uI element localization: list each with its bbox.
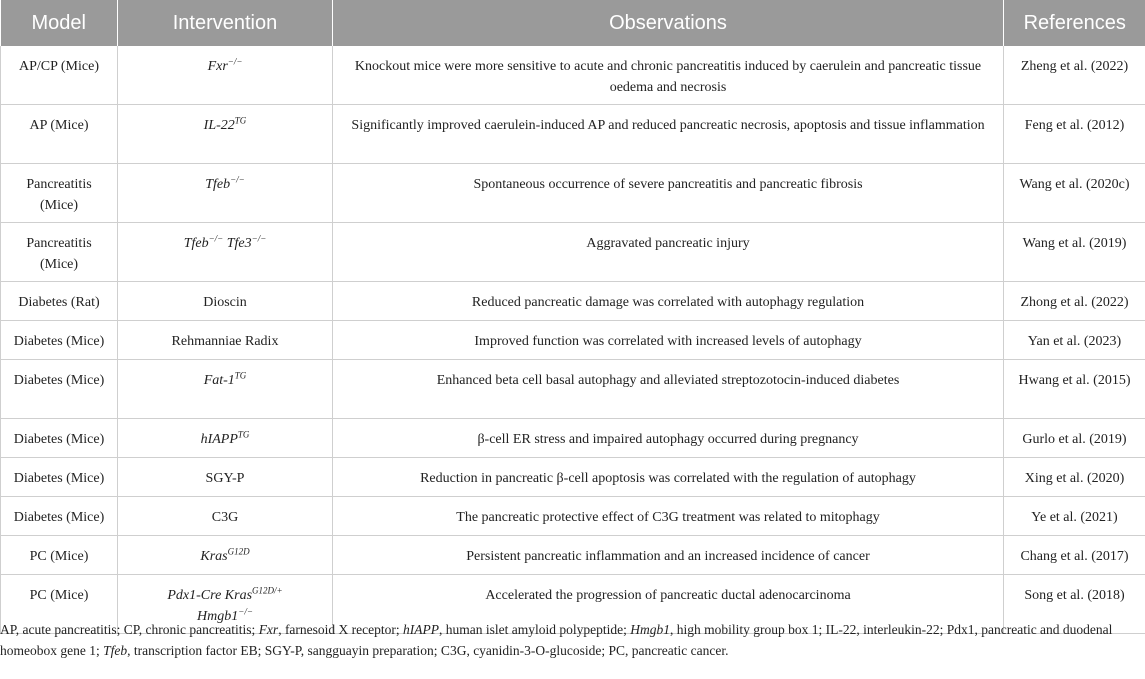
table-row [1,419,1145,458]
cell-model: Diabetes (Mice) [1,419,118,458]
cell-observations: Accelerated the progression of pancreatic ductal adenocarcinoma [333,575,1004,634]
footnote-segment: , transcription factor EB; SGY-P, sangguayin preparation; C3G, cyanidin-3-O-glucoside; PC, pancreatic cancer. [127,643,729,658]
intervention-text: Hmgb1 [197,609,239,624]
cell-intervention [118,419,333,458]
cell-observations: Improved function was correlated with increased levels of autophagy [333,321,1004,360]
table-row [1,282,1145,321]
header-observations: Observations [333,0,1004,46]
intervention-text: C3G [211,510,239,525]
intervention-superscript: −/− [238,606,253,617]
intervention-text: Tfeb [183,236,209,251]
table-footnote [0,619,1140,661]
table-header [1,0,1145,46]
cell-observations: Persistent pancreatic inflammation and an increased incidence of cancer [333,536,1004,575]
cell-model: PC (Mice) [1,536,118,575]
intervention-text: Tfeb [205,177,231,192]
footnote-segment: Hmgb1 [630,622,670,637]
intervention-superscript: −/− [208,233,224,244]
intervention-text: Tfe3 [223,236,252,251]
intervention-superscript: TG [234,370,247,381]
cell-intervention [118,164,333,223]
table-row [1,321,1145,360]
table-row [1,458,1145,497]
header-references: References [1004,0,1145,46]
cell-reference: Feng et al. (2012) [1004,105,1145,164]
cell-intervention [118,497,333,536]
intervention-superscript: G12D [227,546,250,557]
table-row [1,105,1145,164]
cell-reference: Hwang et al. (2015) [1004,360,1145,419]
header-intervention: Intervention [118,0,333,46]
cell-observations: Reduced pancreatic damage was correlated with autophagy regulation [333,282,1004,321]
table-row [1,223,1145,282]
cell-model: PC (Mice) [1,575,118,634]
intervention-text: Kras [200,549,228,564]
footnote-segment: , high mobility group box 1; IL-22, interleukin-22; Pdx1, pancreatic and duodenal homeobox gene 1; [0,622,1113,658]
intervention-superscript: TG [237,429,250,440]
cell-model: Diabetes (Mice) [1,360,118,419]
header-row [1,0,1145,46]
footnote-segment: , human islet amyloid polypeptide; [439,622,631,637]
cell-model: Diabetes (Mice) [1,497,118,536]
cell-model: Pancreatitis (Mice) [1,223,118,282]
cell-intervention [118,321,333,360]
cell-intervention [118,46,333,105]
table-body [1,46,1145,634]
intervention-text: hIAPP [200,432,238,447]
cell-intervention [118,105,333,164]
table-row [1,164,1145,223]
cell-intervention [118,536,333,575]
footnote-segment: Tfeb [103,643,128,658]
header-model: Model [1,0,118,46]
cell-observations: Knockout mice were more sensitive to acute and chronic pancreatitis induced by caerulein and pancreatic tissue oedema and necrosis [333,46,1004,105]
cell-model: AP (Mice) [1,105,118,164]
cell-reference: Song et al. (2018) [1004,575,1145,634]
intervention-text: Fxr [207,59,228,74]
cell-reference: Xing et al. (2020) [1004,458,1145,497]
cell-reference: Wang et al. (2020c) [1004,164,1145,223]
cell-model: Diabetes (Mice) [1,458,118,497]
cell-reference: Zhong et al. (2022) [1004,282,1145,321]
intervention-text: IL-22 [203,118,235,133]
intervention-superscript: G12D/+ [252,585,283,596]
intervention-text: SGY-P [205,471,245,486]
cell-model: Diabetes (Rat) [1,282,118,321]
table-row [1,497,1145,536]
footnote-segment: hIAPP [403,622,440,637]
cell-observations: Reduction in pancreatic β-cell apoptosis was correlated with the regulation of autophagy [333,458,1004,497]
intervention-superscript: −/− [227,56,243,67]
cell-observations: Enhanced beta cell basal autophagy and alleviated streptozotocin-induced diabetes [333,360,1004,419]
cell-reference: Wang et al. (2019) [1004,223,1145,282]
cell-reference: Yan et al. (2023) [1004,321,1145,360]
cell-intervention [118,223,333,282]
cell-observations: Significantly improved caerulein-induced AP and reduced pancreatic necrosis, apoptosis and tissue inflammation [333,105,1004,164]
cell-observations: The pancreatic protective effect of C3G treatment was related to mitophagy [333,497,1004,536]
intervention-superscript: TG [234,115,247,126]
table-row [1,360,1145,419]
cell-reference: Gurlo et al. (2019) [1004,419,1145,458]
cell-model: Pancreatitis (Mice) [1,164,118,223]
cell-model: Diabetes (Mice) [1,321,118,360]
cell-model: AP/CP (Mice) [1,46,118,105]
table-row [1,46,1145,105]
cell-intervention [118,282,333,321]
footnote-segment: , farnesoid X receptor; [278,622,404,637]
intervention-superscript: −/− [251,233,267,244]
cell-reference: Chang et al. (2017) [1004,536,1145,575]
intervention-text: Fat-1 [203,373,235,388]
intervention-text: Dioscin [203,295,247,310]
cell-intervention [118,360,333,419]
cell-observations: Aggravated pancreatic injury [333,223,1004,282]
intervention-text: Rehmanniae Radix [171,334,279,349]
cell-reference: Ye et al. (2021) [1004,497,1145,536]
footnote-segment: Fxr [258,622,279,637]
footnote-segment: AP, acute pancreatitis; CP, chronic pancreatitis; [0,622,259,637]
cell-observations: β-cell ER stress and impaired autophagy occurred during pregnancy [333,419,1004,458]
table-row [1,536,1145,575]
cell-reference: Zheng et al. (2022) [1004,46,1145,105]
intervention-text: Pdx1-Cre Kras [167,588,253,603]
cell-intervention [118,458,333,497]
cell-observations: Spontaneous occurrence of severe pancreatitis and pancreatic fibrosis [333,164,1004,223]
intervention-superscript: −/− [230,174,245,185]
